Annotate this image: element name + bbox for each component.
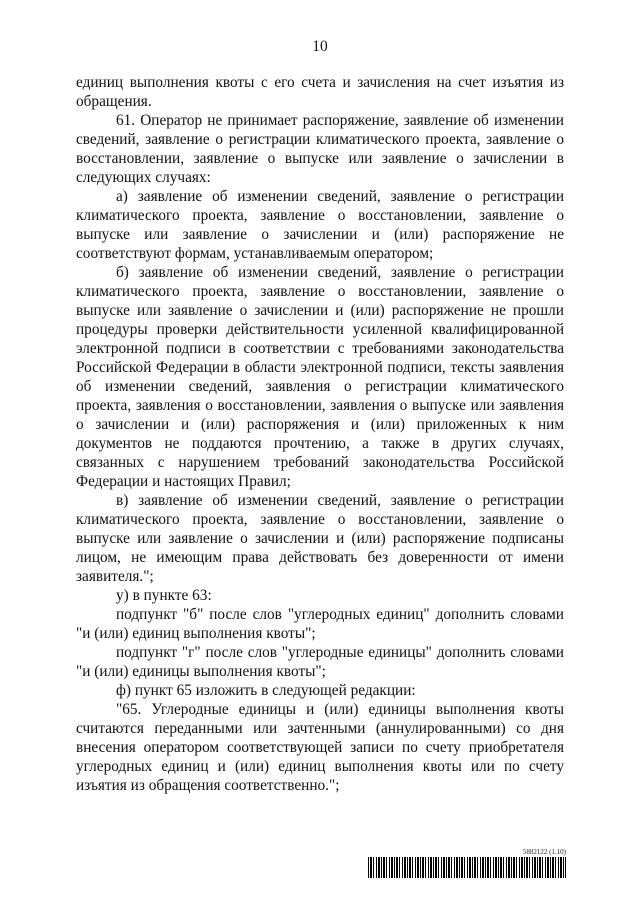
- paragraph-item-65: "65. Углеродные единицы и (или) единицы выполнения квоты считаются переданными или зачтенными (аннулированными) со дня внесения оператором соответствующей записи по счету приобретателя углеродных единиц и (или) единиц выполнения квоты или по счету изъятия из обращения соответственно.";: [76, 701, 564, 794]
- paragraph-amend-u: у) в пункте 63:: [116, 587, 212, 604]
- paragraph-amend-f: ф) пункт 65 изложить в следующей редакции:: [116, 682, 416, 699]
- barcode-block: [368, 848, 566, 878]
- paragraph-subpoint-g: подпункт "г" после слов "углеродные единицы" дополнить словами "и (или) единицы выполнения квоты";: [76, 644, 564, 680]
- paragraph-item-61: 61. Оператор не принимает распоряжение, заявление об изменении сведений, заявление о регистрации климатического проекта, заявление о восстановлении, заявление о выпуске или заявление о зачислении в следующих случаях:: [76, 112, 564, 186]
- barcode-icon: [368, 857, 566, 878]
- paragraph-subitem-v: в) заявление об изменении сведений, заявление о регистрации климатического проекта, заявление о восстановлении, заявление о выпуске или заявление о зачислении и (или) распоряжение подписаны лицом, не имеющим права действовать без доверенности от имени заявителя.";: [76, 492, 564, 585]
- paragraph-subitem-a: а) заявление об изменении сведений, заявление о регистрации климатического проекта, заявление о восстановлении, заявление о выпуске или заявление о зачислении и (или) распоряжение не соответствуют формам, устанавливаемым оператором;: [76, 188, 564, 262]
- paragraph-subitem-b: б) заявление об изменении сведений, заявление о регистрации климатического проекта, заявление о восстановлении, заявление о выпуске или заявление о зачислении и (или) распоряжение не прошли процедуры проверки действительности усиленной квалифицированной электронной подписи в соответствии с требованиями законодательства Российской Федерации в области электронной подписи, тексты заявления об изменении сведений, заявления о регистрации климатического проекта, заявления о восстановлении, заявления о выпуске или заявления о зачислении и (или) распоряжения и (или) приложенных к ним документов не поддаются прочтению, а также в других случаях, связанных с нарушением требований законодательства Российской Федерации и настоящих Правил;: [76, 264, 564, 490]
- paragraph-continuation: единиц выполнения квоты с его счета и зачисления на счет изъятия из обращения.: [76, 74, 564, 110]
- barcode-code: 5882122 (1.10): [522, 848, 566, 856]
- paragraph-subpoint-b: подпункт "б" после слов "углеродных единиц" дополнить словами "и (или) единиц выполнения квоты";: [76, 606, 564, 642]
- page-number: 10: [312, 38, 328, 55]
- document-body: [76, 73, 564, 795]
